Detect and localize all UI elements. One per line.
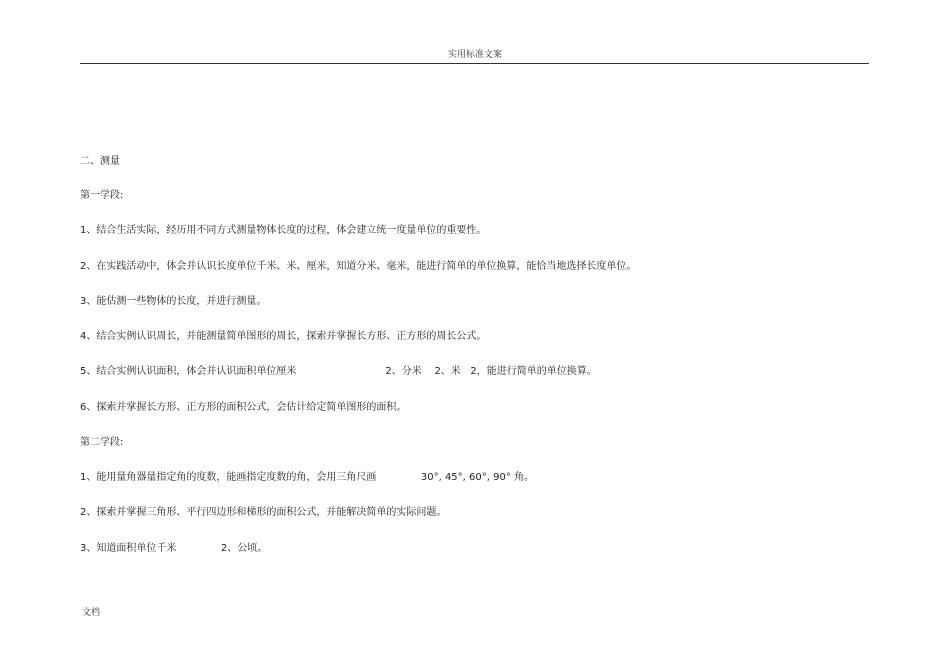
page-footer-text: 文档 [82,608,101,618]
page-header-title: 实用标准文案 [447,50,502,60]
header-divider [80,63,869,64]
stage1-item-6: 6、探索并掌握长方形、正方形的面积公式，会估计给定简单图形的面积。 [80,402,407,413]
stage1-item-1: 1、结合生活实际，经历用不同方式测量物体长度的过程，体会建立统一度量单位的重要性。 [80,225,487,236]
stage1-label: 第一学段: [80,190,124,201]
stage2-item-2: 2、探索并掌握三角形、平行四边形和梯形的面积公式，并能解决简单的实际问题。 [80,507,447,518]
stage2-item-1: 1、能用量角器量指定角的度数，能画指定度数的角，会用三角尺画 30°, 45°, 60°, 90° 角。 [80,472,535,483]
stage1-item-4: 4、结合实例认识周长，并能测量简单图形的周长，探索并掌握长方形、正方形的周长公式。 [80,331,487,342]
stage1-item-3: 3、能估测一些物体的长度，并进行测量。 [80,296,267,307]
stage2-label: 第二学段: [80,437,124,448]
stage1-item-5: 5、结合实例认识面积，体会并认识面积单位厘米 2、分米 2、米 2，能进行简单的单位换算。 [80,366,597,377]
stage2-item-3: 3、知道面积单位千米 2、公顷。 [80,543,268,554]
stage1-item-2: 2、在实践活动中，体会并认识长度单位千米、米、厘米，知道分米、毫米，能进行简单的单位换算，能恰当地选择长度单位。 [80,261,637,272]
section-heading: 二、测量 [80,156,120,167]
